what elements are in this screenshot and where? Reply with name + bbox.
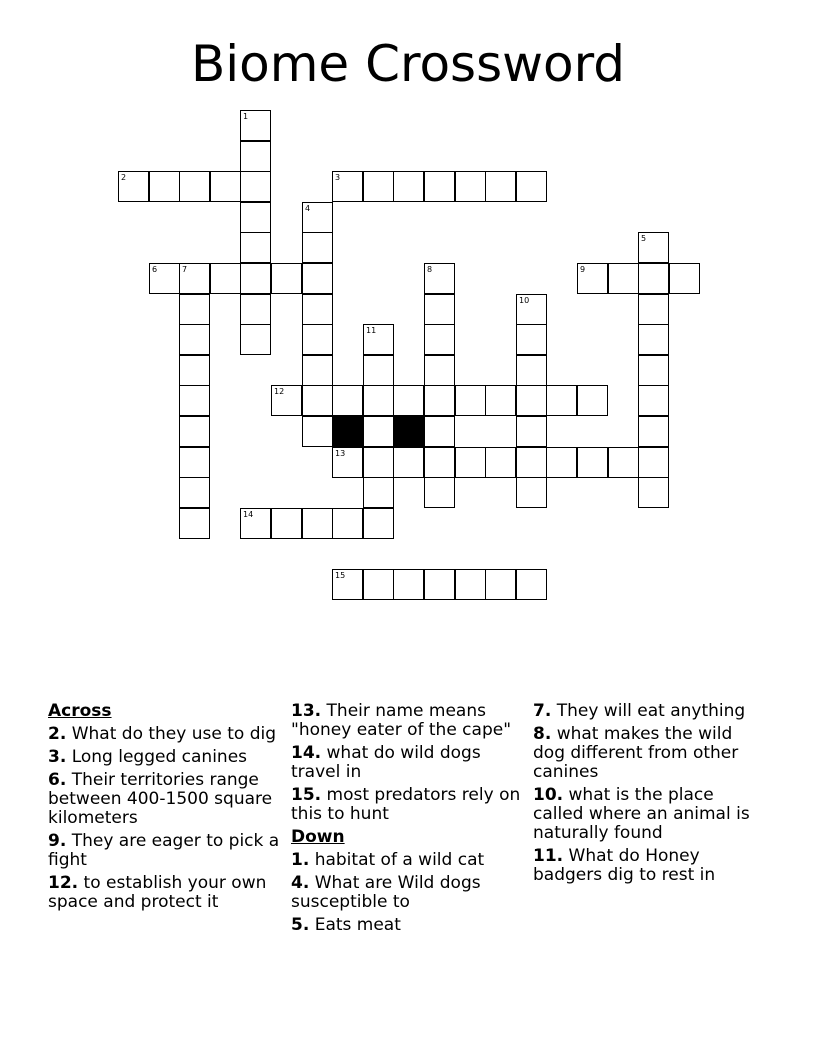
- grid-cell[interactable]: [302, 202, 333, 233]
- clue-number: 14.: [291, 743, 322, 763]
- grid-cell[interactable]: [485, 569, 516, 600]
- grid-cell[interactable]: [546, 385, 577, 416]
- clue-text: Long legged canines: [71, 747, 248, 767]
- grid-cell[interactable]: [638, 477, 669, 508]
- grid-cell[interactable]: [546, 447, 577, 478]
- clue-number: 6.: [48, 770, 67, 790]
- grid-cell[interactable]: [516, 416, 547, 447]
- clue-down-5: [291, 916, 529, 935]
- grid-cell[interactable]: [393, 171, 424, 202]
- grid-cell[interactable]: [302, 232, 333, 263]
- grid-cell[interactable]: [332, 569, 363, 600]
- grid-cell[interactable]: [516, 385, 547, 416]
- grid-cell[interactable]: [363, 416, 394, 447]
- cell-number: 4: [305, 204, 311, 213]
- grid-cell[interactable]: [149, 263, 180, 294]
- grid-cell[interactable]: [516, 447, 547, 478]
- grid-cell[interactable]: [363, 355, 394, 386]
- cell-number: 8: [427, 265, 433, 274]
- grid-cell[interactable]: [485, 385, 516, 416]
- clue-number: 11.: [533, 846, 564, 866]
- grid-cell[interactable]: [363, 569, 394, 600]
- clue-text: They are eager to pick a fight: [48, 831, 280, 870]
- cell-number: 10: [519, 296, 530, 305]
- clue-down-7: [533, 702, 769, 721]
- grid-cell[interactable]: [210, 171, 241, 202]
- cell-number: 14: [243, 510, 254, 519]
- grid-cell[interactable]: [179, 171, 210, 202]
- grid-cell[interactable]: [332, 171, 363, 202]
- clue-text: What are Wild dogs susceptible to: [291, 873, 481, 912]
- grid-cell[interactable]: [516, 477, 547, 508]
- grid-cell[interactable]: [302, 294, 333, 325]
- clue-number: 15.: [291, 785, 322, 805]
- grid-cell[interactable]: [332, 447, 363, 478]
- grid-cell[interactable]: [485, 171, 516, 202]
- grid-cell[interactable]: [302, 263, 333, 294]
- grid-cell[interactable]: [638, 416, 669, 447]
- grid-cell[interactable]: [424, 263, 455, 294]
- grid-cell[interactable]: [638, 232, 669, 263]
- cell-number: 5: [641, 234, 647, 243]
- grid-cell[interactable]: [179, 294, 210, 325]
- grid-cell[interactable]: [302, 355, 333, 386]
- grid-cell[interactable]: [424, 324, 455, 355]
- grid-cell[interactable]: [240, 324, 271, 355]
- clue-down-11: [533, 847, 769, 885]
- clue-down-1: [291, 851, 529, 870]
- grid-cell[interactable]: [363, 324, 394, 355]
- across-heading: Across: [48, 701, 112, 721]
- clue-text: what makes the wild dog different from other canines: [533, 724, 739, 782]
- clue-down-10: [533, 786, 769, 843]
- clue-text: to establish your own space and protect it: [48, 873, 267, 912]
- grid-cell[interactable]: [332, 385, 363, 416]
- grid-cell[interactable]: [179, 385, 210, 416]
- grid-cell[interactable]: [455, 569, 486, 600]
- grid-cell[interactable]: [393, 385, 424, 416]
- grid-cell[interactable]: [485, 447, 516, 478]
- grid-cell[interactable]: [516, 171, 547, 202]
- grid-cell[interactable]: [638, 385, 669, 416]
- down-heading: Down: [291, 827, 345, 847]
- cell-number: 6: [152, 265, 158, 274]
- grid-cell[interactable]: [302, 508, 333, 539]
- grid-cell[interactable]: [638, 355, 669, 386]
- clue-text: what is the place called where an animal is naturally found: [533, 785, 750, 843]
- grid-cell[interactable]: [424, 385, 455, 416]
- clue-text: They will eat anything: [556, 701, 746, 721]
- grid-cell[interactable]: [240, 141, 271, 172]
- clue-number: 9.: [48, 831, 67, 851]
- grid-cell[interactable]: [118, 171, 149, 202]
- grid-cell[interactable]: [424, 355, 455, 386]
- grid-cell[interactable]: [455, 447, 486, 478]
- clue-number: 12.: [48, 873, 79, 893]
- cell-number: 15: [335, 571, 346, 580]
- grid-cell[interactable]: [179, 263, 210, 294]
- clue-text: What do Honey badgers dig to rest in: [533, 846, 716, 885]
- grid-cell[interactable]: [393, 447, 424, 478]
- clue-text: Their territories range between 400-1500 square kilometers: [48, 770, 273, 828]
- clue-across-2: [48, 725, 284, 744]
- clue-across-9: [48, 832, 284, 870]
- grid-cell[interactable]: [516, 324, 547, 355]
- grid-cell[interactable]: [302, 385, 333, 416]
- grid-cell[interactable]: [638, 447, 669, 478]
- grid-cell[interactable]: [332, 508, 363, 539]
- cell-number: 2: [121, 173, 127, 182]
- grid-cell[interactable]: [302, 324, 333, 355]
- clue-number: 8.: [533, 724, 552, 744]
- cell-number: 9: [580, 265, 586, 274]
- grid-cell[interactable]: [363, 508, 394, 539]
- cell-number: 13: [335, 449, 346, 458]
- grid-cell[interactable]: [240, 508, 271, 539]
- clue-text: Their name means "honey eater of the cape": [291, 701, 512, 740]
- grid-cell[interactable]: [393, 569, 424, 600]
- grid-cell[interactable]: [424, 569, 455, 600]
- cell-number: 1: [243, 112, 249, 121]
- clue-number: 1.: [291, 850, 310, 870]
- grid-cell[interactable]: [638, 324, 669, 355]
- grid-cell[interactable]: [240, 294, 271, 325]
- clue-text: Eats meat: [314, 915, 401, 935]
- grid-block: [332, 416, 363, 447]
- clue-across-12: [48, 874, 284, 912]
- clue-across-6: [48, 771, 284, 828]
- grid-cell[interactable]: [424, 294, 455, 325]
- grid-cell[interactable]: [516, 355, 547, 386]
- clue-down-4: [291, 874, 529, 912]
- clue-text: habitat of a wild cat: [314, 850, 485, 870]
- grid-cell[interactable]: [669, 263, 700, 294]
- grid-cell[interactable]: [424, 171, 455, 202]
- clue-text: What do they use to dig: [71, 724, 277, 744]
- grid-cell[interactable]: [302, 416, 333, 447]
- grid-cell[interactable]: [516, 569, 547, 600]
- grid-cell[interactable]: [363, 477, 394, 508]
- grid-cell[interactable]: [638, 263, 669, 294]
- clues-column-2: [291, 702, 529, 939]
- grid-cell[interactable]: [179, 508, 210, 539]
- grid-cell[interactable]: [363, 385, 394, 416]
- grid-cell[interactable]: [608, 263, 639, 294]
- grid-cell[interactable]: [179, 416, 210, 447]
- grid-cell[interactable]: [240, 110, 271, 141]
- grid-cell[interactable]: [516, 294, 547, 325]
- clue-number: 5.: [291, 915, 310, 935]
- grid-cell[interactable]: [577, 447, 608, 478]
- grid-cell[interactable]: [638, 294, 669, 325]
- grid-cell[interactable]: [455, 385, 486, 416]
- cell-number: 3: [335, 173, 341, 182]
- clue-across-3: [48, 748, 284, 767]
- clue-across-13: [291, 702, 529, 740]
- grid-cell[interactable]: [424, 477, 455, 508]
- grid-cell[interactable]: [455, 171, 486, 202]
- page-title: Biome Crossword: [190, 35, 626, 93]
- cell-number: 12: [274, 387, 285, 396]
- clue-number: 7.: [533, 701, 552, 721]
- clues-column-1: [48, 702, 284, 916]
- grid-cell[interactable]: [424, 447, 455, 478]
- clue-text: what do wild dogs travel in: [291, 743, 481, 782]
- grid-cell[interactable]: [577, 263, 608, 294]
- grid-cell[interactable]: [149, 171, 180, 202]
- grid-cell[interactable]: [577, 385, 608, 416]
- clue-number: 10.: [533, 785, 564, 805]
- clue-number: 2.: [48, 724, 67, 744]
- clue-text: most predators rely on this to hunt: [291, 785, 521, 824]
- clue-number: 13.: [291, 701, 322, 721]
- grid-cell[interactable]: [240, 232, 271, 263]
- clue-number: 3.: [48, 747, 67, 767]
- grid-cell[interactable]: [363, 447, 394, 478]
- grid-cell[interactable]: [179, 355, 210, 386]
- grid-cell[interactable]: [240, 171, 271, 202]
- grid-cell[interactable]: [363, 171, 394, 202]
- cell-number: 11: [366, 326, 377, 335]
- grid-cell[interactable]: [179, 477, 210, 508]
- grid-cell[interactable]: [240, 263, 271, 294]
- grid-cell[interactable]: [179, 324, 210, 355]
- grid-cell[interactable]: [271, 385, 302, 416]
- clue-number: 4.: [291, 873, 310, 893]
- clue-down-8: [533, 725, 769, 782]
- clues-column-3: [533, 702, 769, 889]
- grid-cell[interactable]: [240, 202, 271, 233]
- grid-cell[interactable]: [271, 508, 302, 539]
- grid-cell[interactable]: [210, 263, 241, 294]
- grid-cell[interactable]: [424, 416, 455, 447]
- grid-cell[interactable]: [271, 263, 302, 294]
- grid-cell[interactable]: [608, 447, 639, 478]
- grid-block: [393, 416, 424, 447]
- grid-cell[interactable]: [179, 447, 210, 478]
- clue-across-15: [291, 786, 529, 824]
- cell-number: 7: [182, 265, 188, 274]
- clue-across-14: [291, 744, 529, 782]
